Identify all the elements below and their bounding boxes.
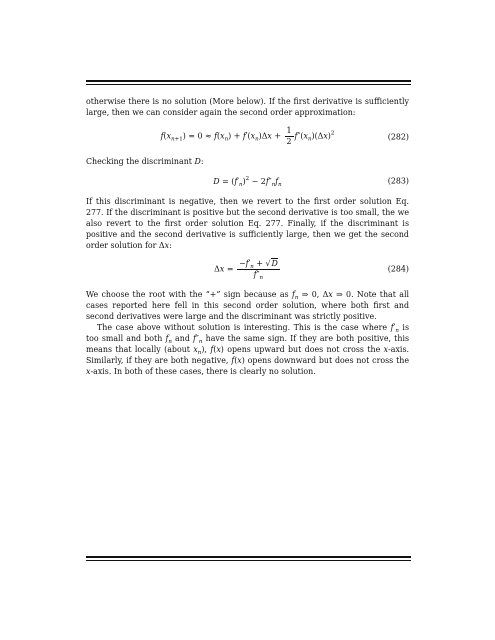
- equation-283-body: $D = (f'_n)^2 - 2f''_nf_n$: [213, 175, 282, 188]
- equation-283-number: (283): [387, 176, 409, 186]
- bottom-rule-thin: [86, 560, 411, 561]
- top-rule-thin: [86, 84, 411, 85]
- equation-283: [86, 175, 409, 187]
- equation-282-number: (282): [387, 132, 409, 141]
- paragraph-4: We choose the root with the “+” sign because as $f_n$ ⇒ 0, Δx ⇒ 0. Note that all cases reported here fell in this second order solution, where both first and second derivatives were large and the discriminant was strictly positive.: [86, 289, 409, 321]
- paragraph-5: The case above without solution is interesting. This is the case where $f'_n$ is too small and both $f_n$ and $f''_n$ have the same sign. If they are both positive, this means that locally (about $x_n$), f(x) opens upward but does not cross the x-axis. Similarly, if they are both negative, f(x) opens downward but does not cross the x-axis. In both of these cases, there is clearly no solution.: [86, 322, 410, 376]
- equation-282: [86, 126, 409, 147]
- equation-284-number: (284): [387, 264, 409, 274]
- equation-284: [86, 259, 409, 280]
- page-body: [86, 96, 409, 377]
- paragraph-1: otherwise there is no solution (More below). If the first derivative is sufficiently large, then we can consider again the second order approximation:: [86, 97, 409, 117]
- bottom-rule: [86, 556, 411, 558]
- top-rule: [86, 80, 411, 82]
- equation-282-body: $f(x_{n+1}) = 0 \approx f(x_n) + f'(x_n)\Delta x$ + $\frac{1}{2}$ $f''(x_n)(\Delta x)^2$: [160, 126, 335, 146]
- equation-284-body: Δx = $\frac{-f'_n + √D}{f''_n}$: [214, 258, 278, 281]
- paragraph-2: Checking the discriminant D:: [86, 157, 204, 166]
- paragraph-3: If this discriminant is negative, then we revert to the first order solution Eq. 277. If the discriminant is positive but the second derivative is too small, the we also revert to the first order solution Eq. 277. Finally, if the discriminant is positive and the second derivative is sufficiently large, then we get the second order solution for Δx:: [86, 196, 409, 250]
